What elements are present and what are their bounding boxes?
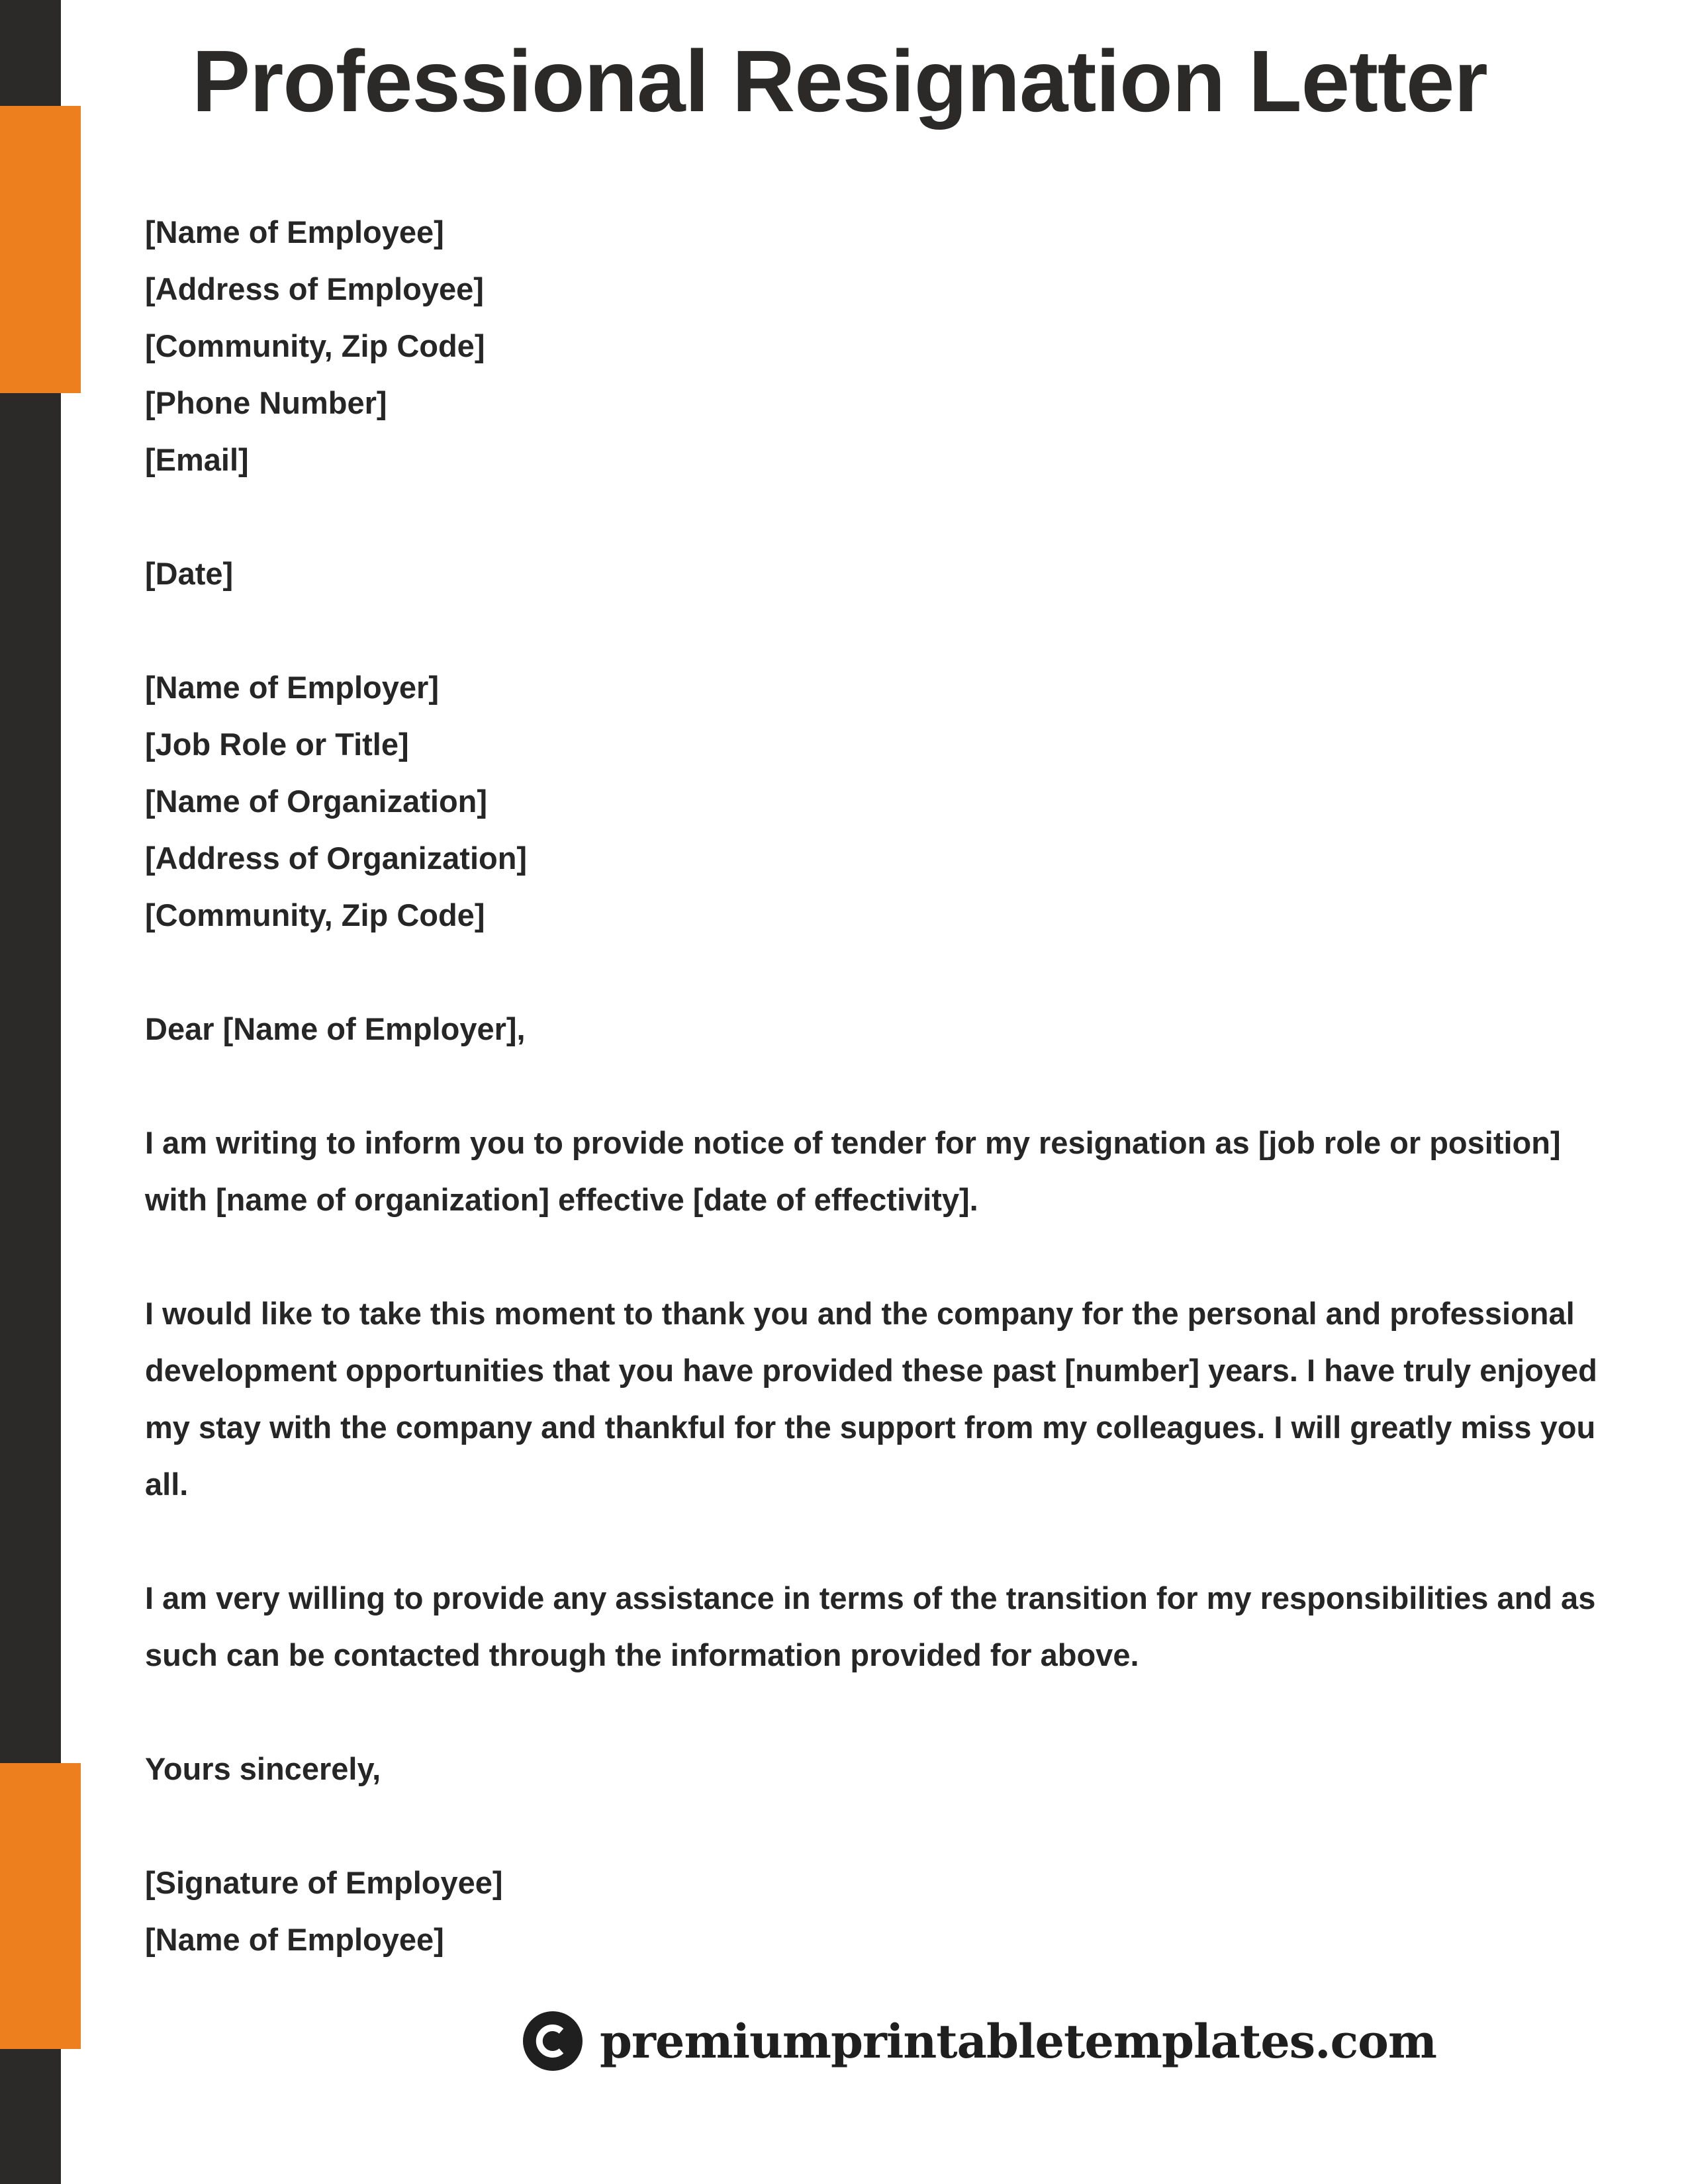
recipient-line: [Job Role or Title] bbox=[145, 727, 409, 762]
paragraph-assistance bbox=[145, 1570, 1641, 1684]
paragraph-line: I would like to take this moment to thank you and the company for the personal and professional bbox=[145, 1296, 1575, 1331]
recipient-line: [Name of Organization] bbox=[145, 784, 488, 819]
sender-line: [Phone Number] bbox=[145, 385, 387, 420]
paragraph-line: such can be contacted through the information provided for above. bbox=[145, 1637, 1139, 1672]
sender-line: [Community, Zip Code] bbox=[145, 328, 485, 363]
recipient-line: [Address of Organization] bbox=[145, 841, 528, 876]
recipient-line: [Community, Zip Code] bbox=[145, 897, 485, 933]
closing: Yours sincerely, bbox=[145, 1751, 381, 1786]
paragraph-line: I am very willing to provide any assistance in terms of the transition for my responsibilities and as bbox=[145, 1580, 1596, 1615]
sender-block bbox=[145, 204, 1641, 488]
sender-line: [Email] bbox=[145, 442, 249, 477]
sender-line: [Name of Employee] bbox=[145, 214, 444, 250]
paragraph-thanks bbox=[145, 1285, 1641, 1513]
signature-line: [Signature of Employee] bbox=[145, 1865, 503, 1900]
paragraph-line: all. bbox=[145, 1467, 189, 1502]
recipient-block bbox=[145, 659, 1641, 944]
letter-date: [Date] bbox=[145, 556, 234, 591]
paragraph-line: development opportunities that you have provided these past [number] years. I have truly enjoyed bbox=[145, 1353, 1597, 1388]
copyright-icon bbox=[523, 2011, 583, 2071]
footer-watermark bbox=[523, 2008, 1436, 2074]
letter-body bbox=[145, 204, 1641, 1968]
sender-line: [Address of Employee] bbox=[145, 271, 484, 306]
recipient-line: [Name of Employer] bbox=[145, 670, 439, 705]
signature-block bbox=[145, 1854, 1641, 1968]
signature-line: [Name of Employee] bbox=[145, 1922, 444, 1957]
salutation: Dear [Name of Employer], bbox=[145, 1011, 526, 1046]
page-title: Professional Resignation Letter bbox=[192, 32, 1487, 130]
footer-site-name: premiumprintabletemplates.com bbox=[600, 2013, 1436, 2069]
paragraph-line: my stay with the company and thankful for the support from my colleagues. I will greatly miss you bbox=[145, 1410, 1596, 1445]
orange-accent-top bbox=[0, 106, 81, 393]
paragraph-notice bbox=[145, 1115, 1641, 1228]
paragraph-line: I am writing to inform you to provide notice of tender for my resignation as [job role or position] bbox=[145, 1125, 1561, 1160]
orange-accent-bottom bbox=[0, 1763, 81, 2049]
paragraph-line: with [name of organization] effective [date of effectivity]. bbox=[145, 1182, 978, 1217]
